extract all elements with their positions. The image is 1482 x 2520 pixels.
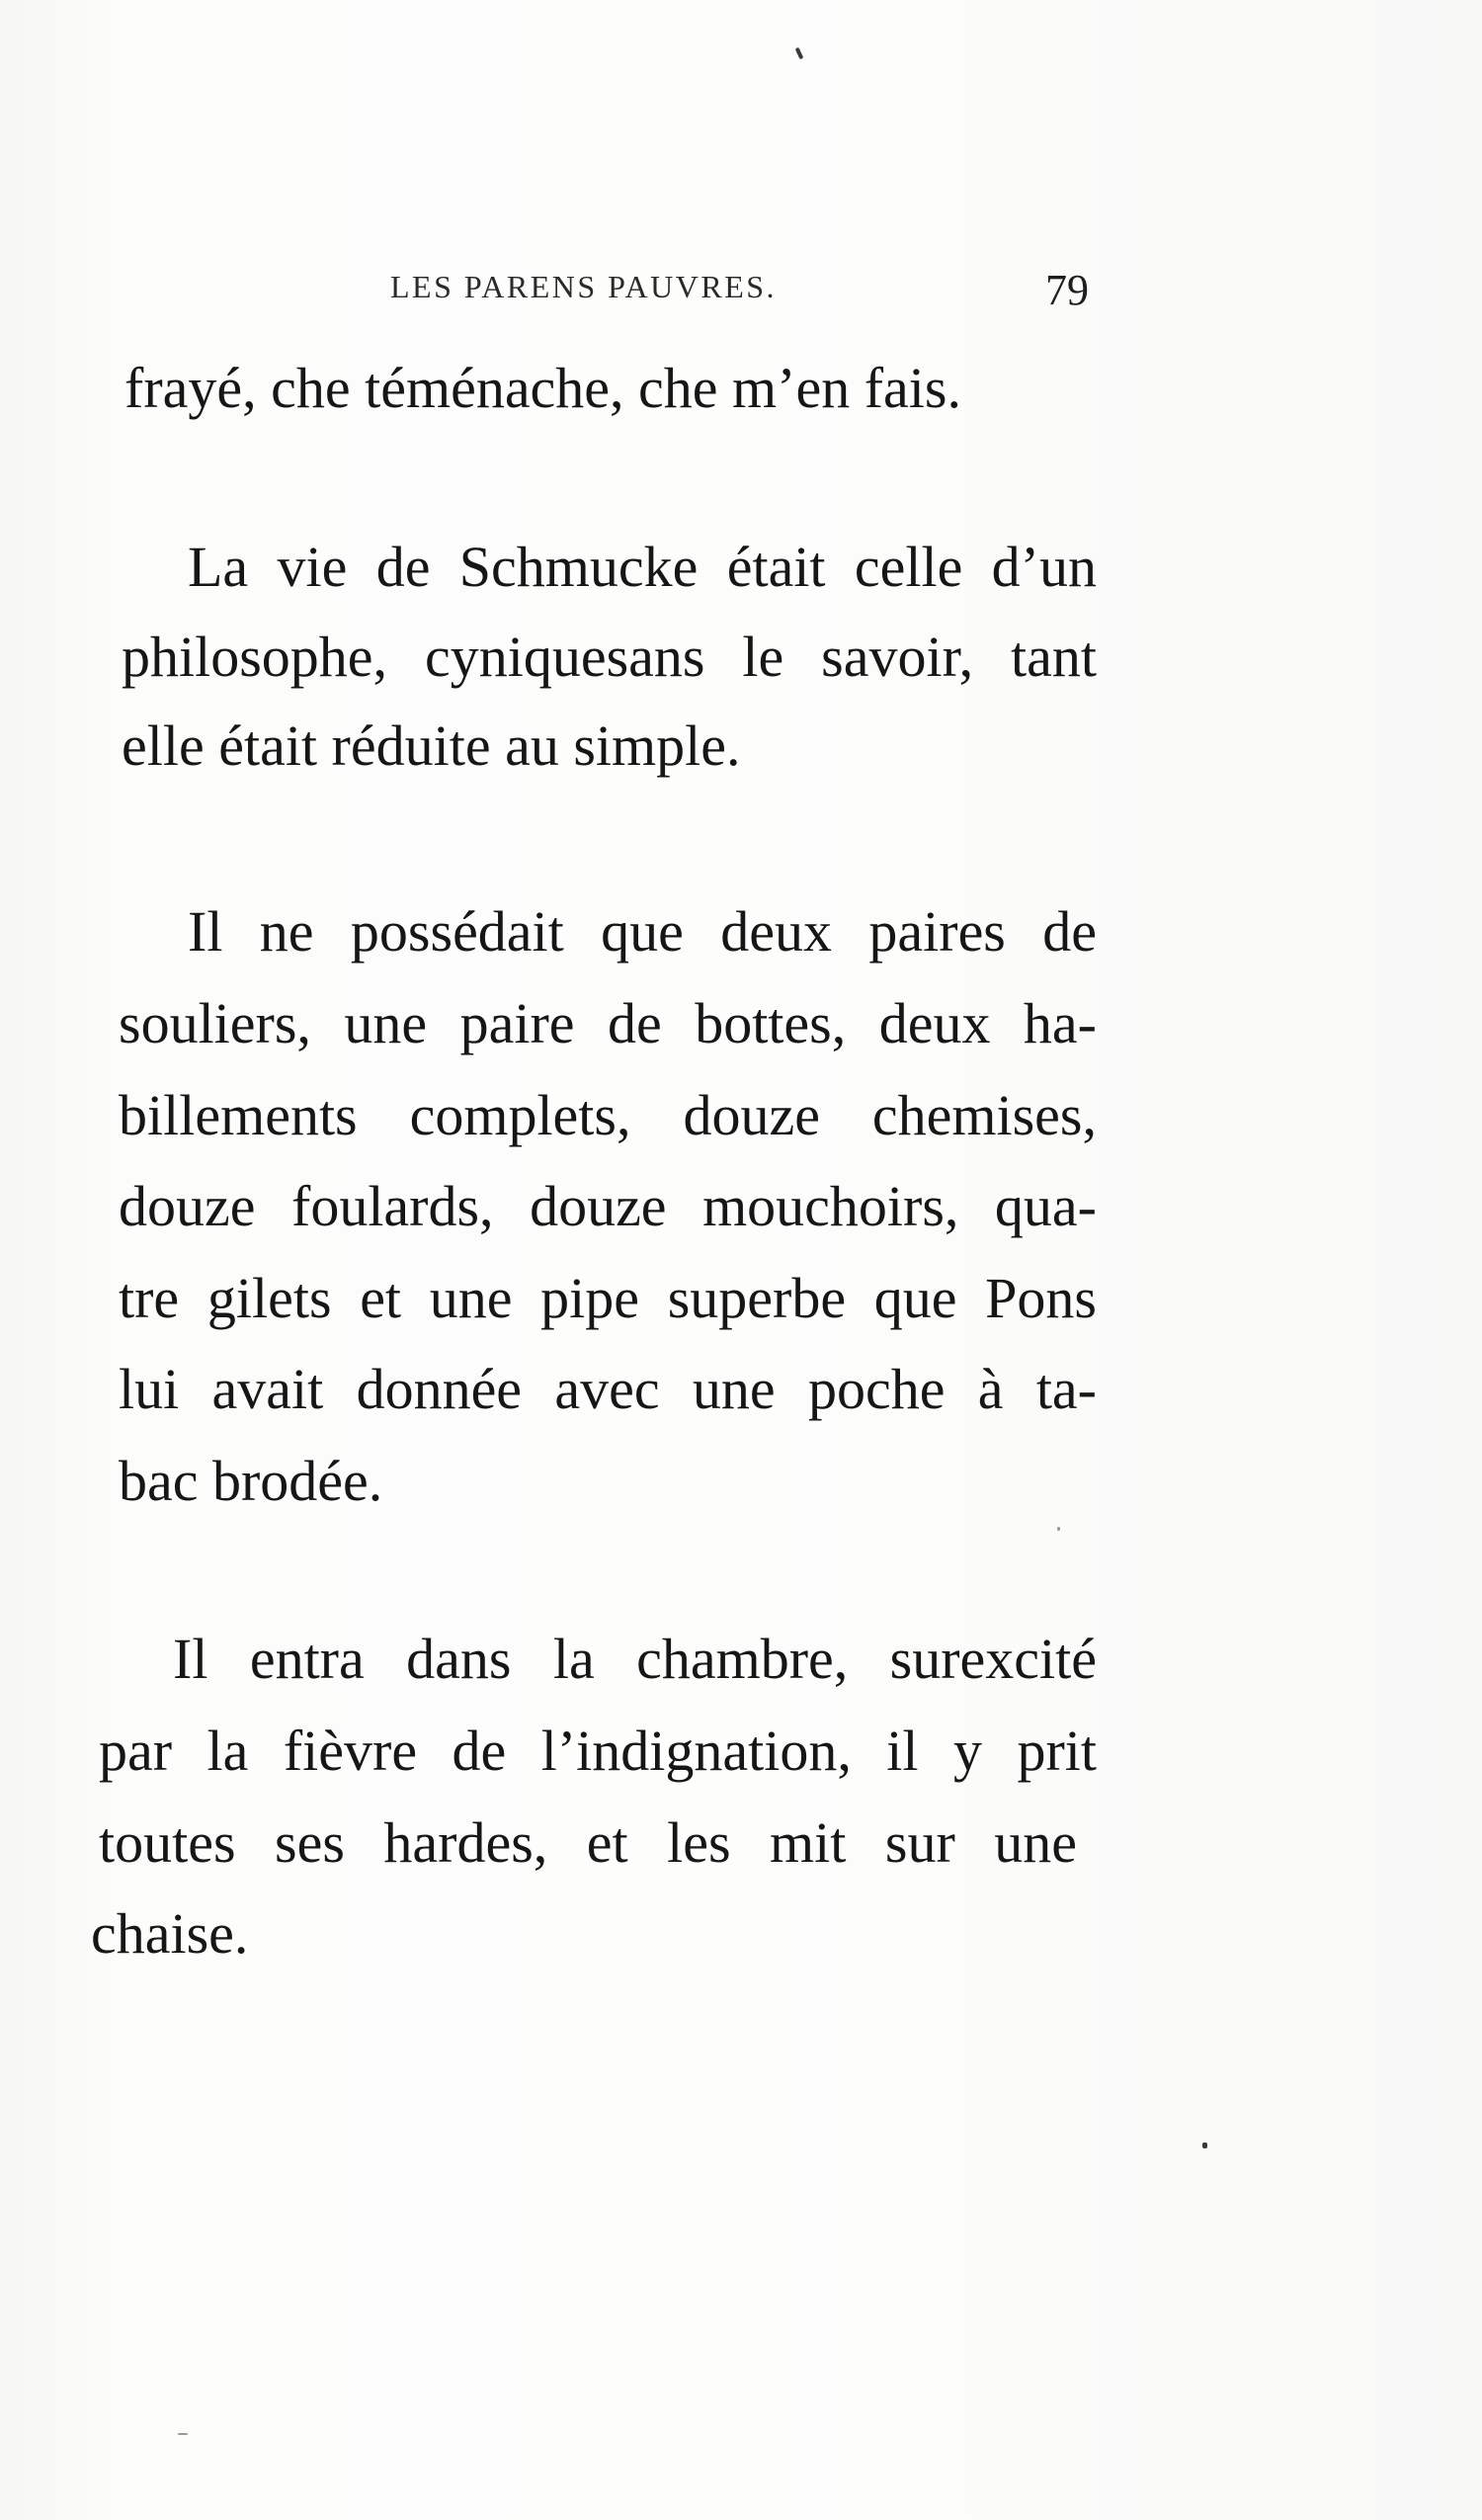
ink-speck bbox=[1057, 1527, 1060, 1531]
text-line: Il entra dans la chambre, surexcité bbox=[173, 1627, 1097, 1691]
text-line: frayé, che téménache, che m’en fais. bbox=[124, 356, 961, 420]
ink-speck bbox=[795, 47, 804, 60]
text-line: toutes ses hardes, et les mit sur une bbox=[99, 1810, 1077, 1875]
text-line: douze foulards, douze mouchoirs, qua- bbox=[119, 1174, 1097, 1238]
ink-speck bbox=[178, 2433, 188, 2435]
text-line: par la fièvre de l’indignation, il y prit bbox=[99, 1719, 1097, 1783]
text-line: chaise. bbox=[91, 1901, 249, 1966]
page-number: 79 bbox=[1045, 266, 1089, 314]
text-line: tre gilets et une pipe superbe que Pons bbox=[119, 1266, 1097, 1330]
text-line: bac brodée. bbox=[119, 1449, 383, 1513]
text-line: La vie de Schmucke était celle d’un bbox=[188, 535, 1097, 599]
running-title: LES PARENS PAUVRES. bbox=[390, 269, 778, 304]
text-line: souliers, une paire de bottes, deux ha- bbox=[119, 991, 1097, 1055]
ink-speck bbox=[1202, 2142, 1207, 2148]
text-line: Il ne possédait que deux paires de bbox=[188, 899, 1097, 964]
text-line: lui avait donnée avec une poche à ta- bbox=[119, 1357, 1097, 1421]
text-line: philosophe, cyniquesans le savoir, tant bbox=[122, 625, 1097, 689]
text-line: elle était réduite au simple. bbox=[122, 714, 741, 778]
text-line: billements complets, douze chemises, bbox=[119, 1083, 1097, 1147]
